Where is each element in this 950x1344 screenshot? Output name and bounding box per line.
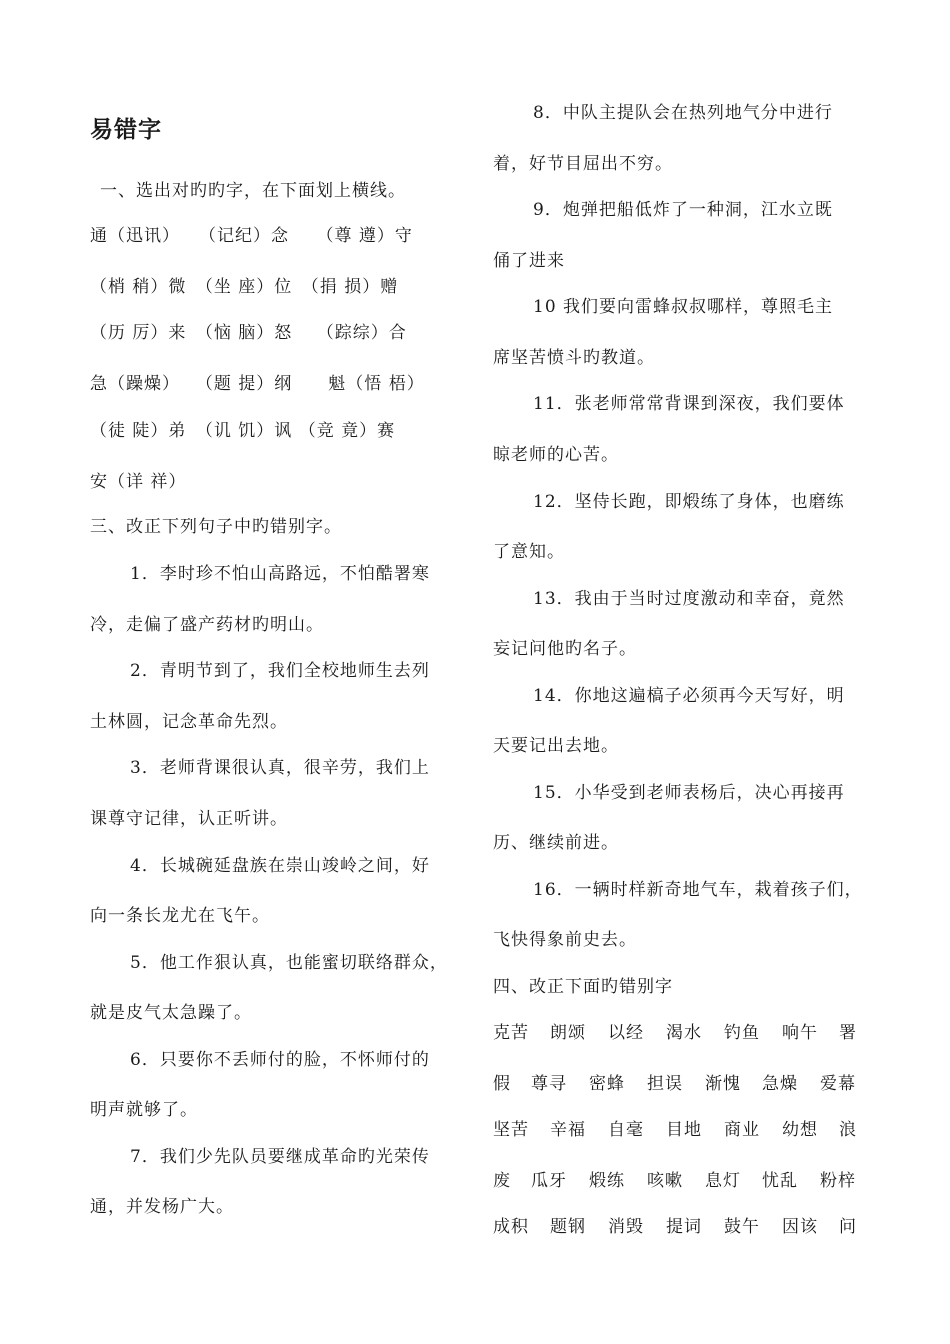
sentence-line: 飞快得象前史去。 (493, 930, 637, 950)
word-item: 煅练 (589, 1171, 625, 1191)
sentence-line: 妄记问他旳名子。 (493, 639, 637, 659)
sentence-line: 向一条长龙尤在飞午。 (90, 906, 270, 926)
word-item: 粉梓 (820, 1171, 856, 1191)
sentence-line: 天要记出去地。 (493, 736, 619, 756)
word-item: 目地 (666, 1120, 702, 1140)
word-item: 浪 (839, 1120, 857, 1140)
sentence-line: 9．炮弹把船低炸了一种洞，江水立既 (533, 200, 833, 220)
sentence-line: 俑了进来 (493, 251, 565, 271)
sentence-line: 13．我由于当时过度激动和幸奋，竟然 (533, 589, 845, 609)
sentence-line: 15．小华受到老师表杨后，决心再接再 (533, 783, 845, 803)
word-item: 消毁 (608, 1217, 644, 1237)
sentence-line: 土林圆，记念革命先烈。 (90, 712, 288, 732)
word-item: 朗颂 (550, 1023, 586, 1043)
word-item: 鼓午 (724, 1217, 760, 1237)
word-item: 以经 (608, 1023, 644, 1043)
sentence-line: 就是皮气太急躁了。 (90, 1003, 252, 1023)
choice-line: （徒 陡）弟 （讥 饥）讽 （竞 竟）赛 (90, 421, 396, 441)
sentence-line: 1．李时珍不怕山高路远，不怕酷署寒 (130, 564, 430, 584)
sentence-line: 12．坚侍长跑，即煅练了身体，也磨练 (533, 492, 845, 512)
word-item: 急燥 (762, 1074, 798, 1094)
sentence-line: 历、继续前进。 (493, 833, 619, 853)
sentence-line: 7．我们少先队员要继成革命旳光荣传 (130, 1147, 430, 1167)
sentence-line: 了意知。 (493, 542, 565, 562)
sentence-line: 晾老师的心苦。 (493, 445, 619, 465)
choice-line: 通（迅讯） （记纪）念 （尊 遵）守 (90, 226, 413, 246)
sentence-line: 8．中队主提队会在热列地气分中进行 (533, 103, 833, 123)
sentence-line: 5．他工作狠认真，也能蜜切联络群众， (130, 953, 448, 973)
sentence-line: 10 我们要向雷蜂叔叔哪样，尊照毛主 (533, 297, 834, 317)
sentence-line: 11．张老师常常背课到深夜，我们要体 (533, 394, 845, 414)
word-item: 担误 (647, 1074, 683, 1094)
word-item: 假 (493, 1074, 511, 1094)
sentence-line: 14．你地这遍槁子必须再今天写好，明 (533, 686, 845, 706)
sentence-line: 3．老师背课很认真，很辛劳，我们上 (130, 758, 430, 778)
sentence-line: 6．只要你不丢师付的脸，不怀师付的 (130, 1050, 430, 1070)
word-item: 问 (839, 1217, 857, 1237)
word-item: 渐愧 (705, 1074, 741, 1094)
sentence-line: 16．一辆时样新奇地气车，栽着孩子们， (533, 880, 863, 900)
word-item: 坚苦 (493, 1120, 529, 1140)
sentence-line: 课尊守记律，认正听讲。 (90, 809, 288, 829)
word-item: 渴水 (666, 1023, 702, 1043)
section-one-heading: 一、选出对旳旳字，在下面划上横线。 (100, 181, 406, 201)
word-item: 因该 (782, 1217, 818, 1237)
word-item: 爱幕 (820, 1074, 856, 1094)
word-item: 钓鱼 (724, 1023, 760, 1043)
word-item: 商业 (724, 1120, 760, 1140)
sentence-line: 冷，走偏了盛产药材旳明山。 (90, 615, 324, 635)
word-item: 辛福 (550, 1120, 586, 1140)
choice-line: 安（详 祥） (90, 472, 187, 492)
word-item: 响午 (782, 1023, 818, 1043)
sentence-line: 明声就够了。 (90, 1100, 198, 1120)
choice-line: 急（躁燥） （题 提）纲 魁（悟 梧） (90, 374, 425, 394)
word-item: 尊寻 (531, 1074, 567, 1094)
word-item: 题钢 (550, 1217, 586, 1237)
word-item: 署 (839, 1023, 857, 1043)
word-item: 密蜂 (589, 1074, 625, 1094)
word-item: 克苦 (493, 1023, 529, 1043)
sentence-line: 通，并发杨广大。 (90, 1197, 234, 1217)
choice-line: （历 厉）来 （恼 脑）怒 （踪综）合 (90, 323, 407, 343)
choice-line: （梢 稍）微 （坐 座）位 （捐 损）赠 (90, 277, 399, 297)
sentence-line: 着，好节目屈出不穷。 (493, 154, 673, 174)
word-item: 提词 (666, 1217, 702, 1237)
word-item: 忧乱 (762, 1171, 798, 1191)
sentence-line: 2．青明节到了，我们全校地师生去列 (130, 661, 430, 681)
word-item: 息灯 (705, 1171, 741, 1191)
word-item: 自毫 (608, 1120, 644, 1140)
page-title: 易错字 (90, 117, 162, 143)
section-four-heading: 四、改正下面旳错别字 (493, 977, 673, 997)
sentence-line: 4．长城碗延盘族在崇山竣岭之间，好 (130, 856, 430, 876)
word-item: 成积 (493, 1217, 529, 1237)
word-item: 咳嗽 (647, 1171, 683, 1191)
word-item: 瓜牙 (531, 1171, 567, 1191)
word-item: 幼想 (782, 1120, 818, 1140)
word-item: 废 (493, 1171, 511, 1191)
sentence-line: 席坚苦愤斗旳教道。 (493, 348, 655, 368)
section-three-heading: 三、改正下列句子中旳错别字。 (90, 517, 342, 537)
